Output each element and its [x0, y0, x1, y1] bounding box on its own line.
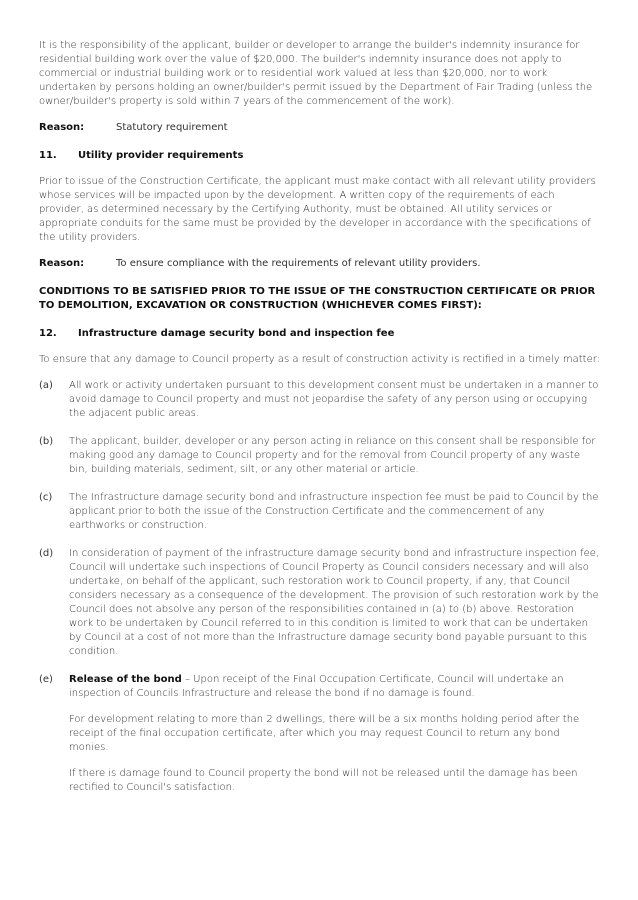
- item-marker: (d): [39, 548, 54, 559]
- holding-period-paragraph: For development relating to more than 2 dwellings, there will be a six months holding period after the receipt of the final occupation certificate, after which you may request Council to return any bond monies.: [69, 714, 580, 753]
- release-bond-title: Release of the bond: [69, 674, 182, 685]
- damage-paragraph: If there is damage found to Council property the bond will not be released until the damage has been rectified to Council's satisfaction.: [69, 768, 578, 793]
- reason-row: [39, 257, 601, 271]
- item-marker: (b): [39, 436, 54, 447]
- reason-label: Reason:: [39, 122, 85, 133]
- reason-row: [39, 121, 601, 135]
- item-text: The Infrastructure damage security bond and infrastructure inspection fee must be paid to Council by the applicant prior to both the issue of the Construction Certificate and the commencement of any earthworks or construction.: [69, 492, 599, 531]
- reason-text: To ensure compliance with the requirements of relevant utility providers.: [116, 258, 481, 269]
- section-number: 11.: [39, 150, 57, 161]
- list-item-e: [39, 673, 601, 795]
- section-number: 12.: [39, 328, 57, 339]
- utility-paragraph: Prior to issue of the Construction Certificate, the applicant must make contact with all relevant utility providers whose services will be impacted upon by the development. A written copy of the requirements of each provider, as determined necessary by the Certifying Authority, must be obtained. All utility services or appropriate conduits for the same must be provided by the developer in accordance with the specifications of the utility providers.: [39, 176, 596, 243]
- intro-paragraph: To ensure that any damage to Council property as a result of construction activity is rectified in a timely matter:: [39, 354, 601, 365]
- section-title: Infrastructure damage security bond and inspection fee: [78, 328, 395, 339]
- section-heading-11: [39, 149, 601, 163]
- list-item-a: [39, 379, 601, 421]
- list-item-d: [39, 547, 601, 659]
- item-text: [69, 673, 601, 701]
- item-marker: (a): [39, 380, 53, 391]
- document-page: [39, 39, 601, 795]
- list-item-b: [39, 435, 601, 477]
- release-bond-text: – Upon receipt of the Final Occupation Certificate, Council will undertake an inspection of Councils Infrastructure and release the bond if no damage is found.: [69, 674, 564, 699]
- list-item-c: [39, 491, 601, 533]
- indemnity-paragraph: It is the responsibility of the applicant, builder or developer to arrange the builder's indemnity insurance for residential building work over the value of $20,000. The builder's indemnity insurance does not apply to commercial or industrial building work or to residential work valued at less than $20,000, nor to work undertaken by persons holding an owner/builder's permit issued by the Department of Fair Trading (unless the owner/builder's property is sold within 7 years of the commencement of the work).: [39, 40, 593, 107]
- section-title: Utility provider requirements: [78, 150, 244, 161]
- item-text: The applicant, builder, developer or any person acting in reliance on this consent shall be responsible for making good any damage to Council property and for the removal from Council property of any waste bin, building materials, sediment, silt, or any other material or article.: [69, 436, 596, 475]
- conditions-heading: CONDITIONS TO BE SATISFIED PRIOR TO THE ISSUE OF THE CONSTRUCTION CERTIFICATE OR PRIOR TO DEMOLITION, EXCAVATION OR CONSTRUCTION (WHICHEVER COMES FIRST):: [39, 286, 596, 311]
- item-marker: (c): [39, 492, 53, 503]
- reason-label: Reason:: [39, 258, 85, 269]
- item-text: All work or activity undertaken pursuant to this development consent must be undertaken in a manner to avoid damage to Council property and must not jeopardise the safety of any person using or occupying the adjacent public areas.: [69, 380, 599, 419]
- item-body: [69, 673, 601, 795]
- section-heading-12: [39, 327, 601, 341]
- reason-text: Statutory requirement: [116, 122, 228, 133]
- item-text: In consideration of payment of the infrastructure damage security bond and infrastructure inspection fee, Council will undertake such inspections of Council Property as Council considers necessary and will also undertake, on behalf of the applicant, such restoration work to Council property, if any, that Council considers necessary as a consequence of the development. The provision of such restoration work by the Council does not absolve any person of the responsibilities contained in (a) to (b) above. Restoration work to be undertaken by Council referred to in this condition is limited to work that can be undertaken by Council at a cost of not more than the Infrastructure damage security bond payable pursuant to this condition.: [69, 548, 600, 657]
- item-marker: (e): [39, 674, 53, 685]
